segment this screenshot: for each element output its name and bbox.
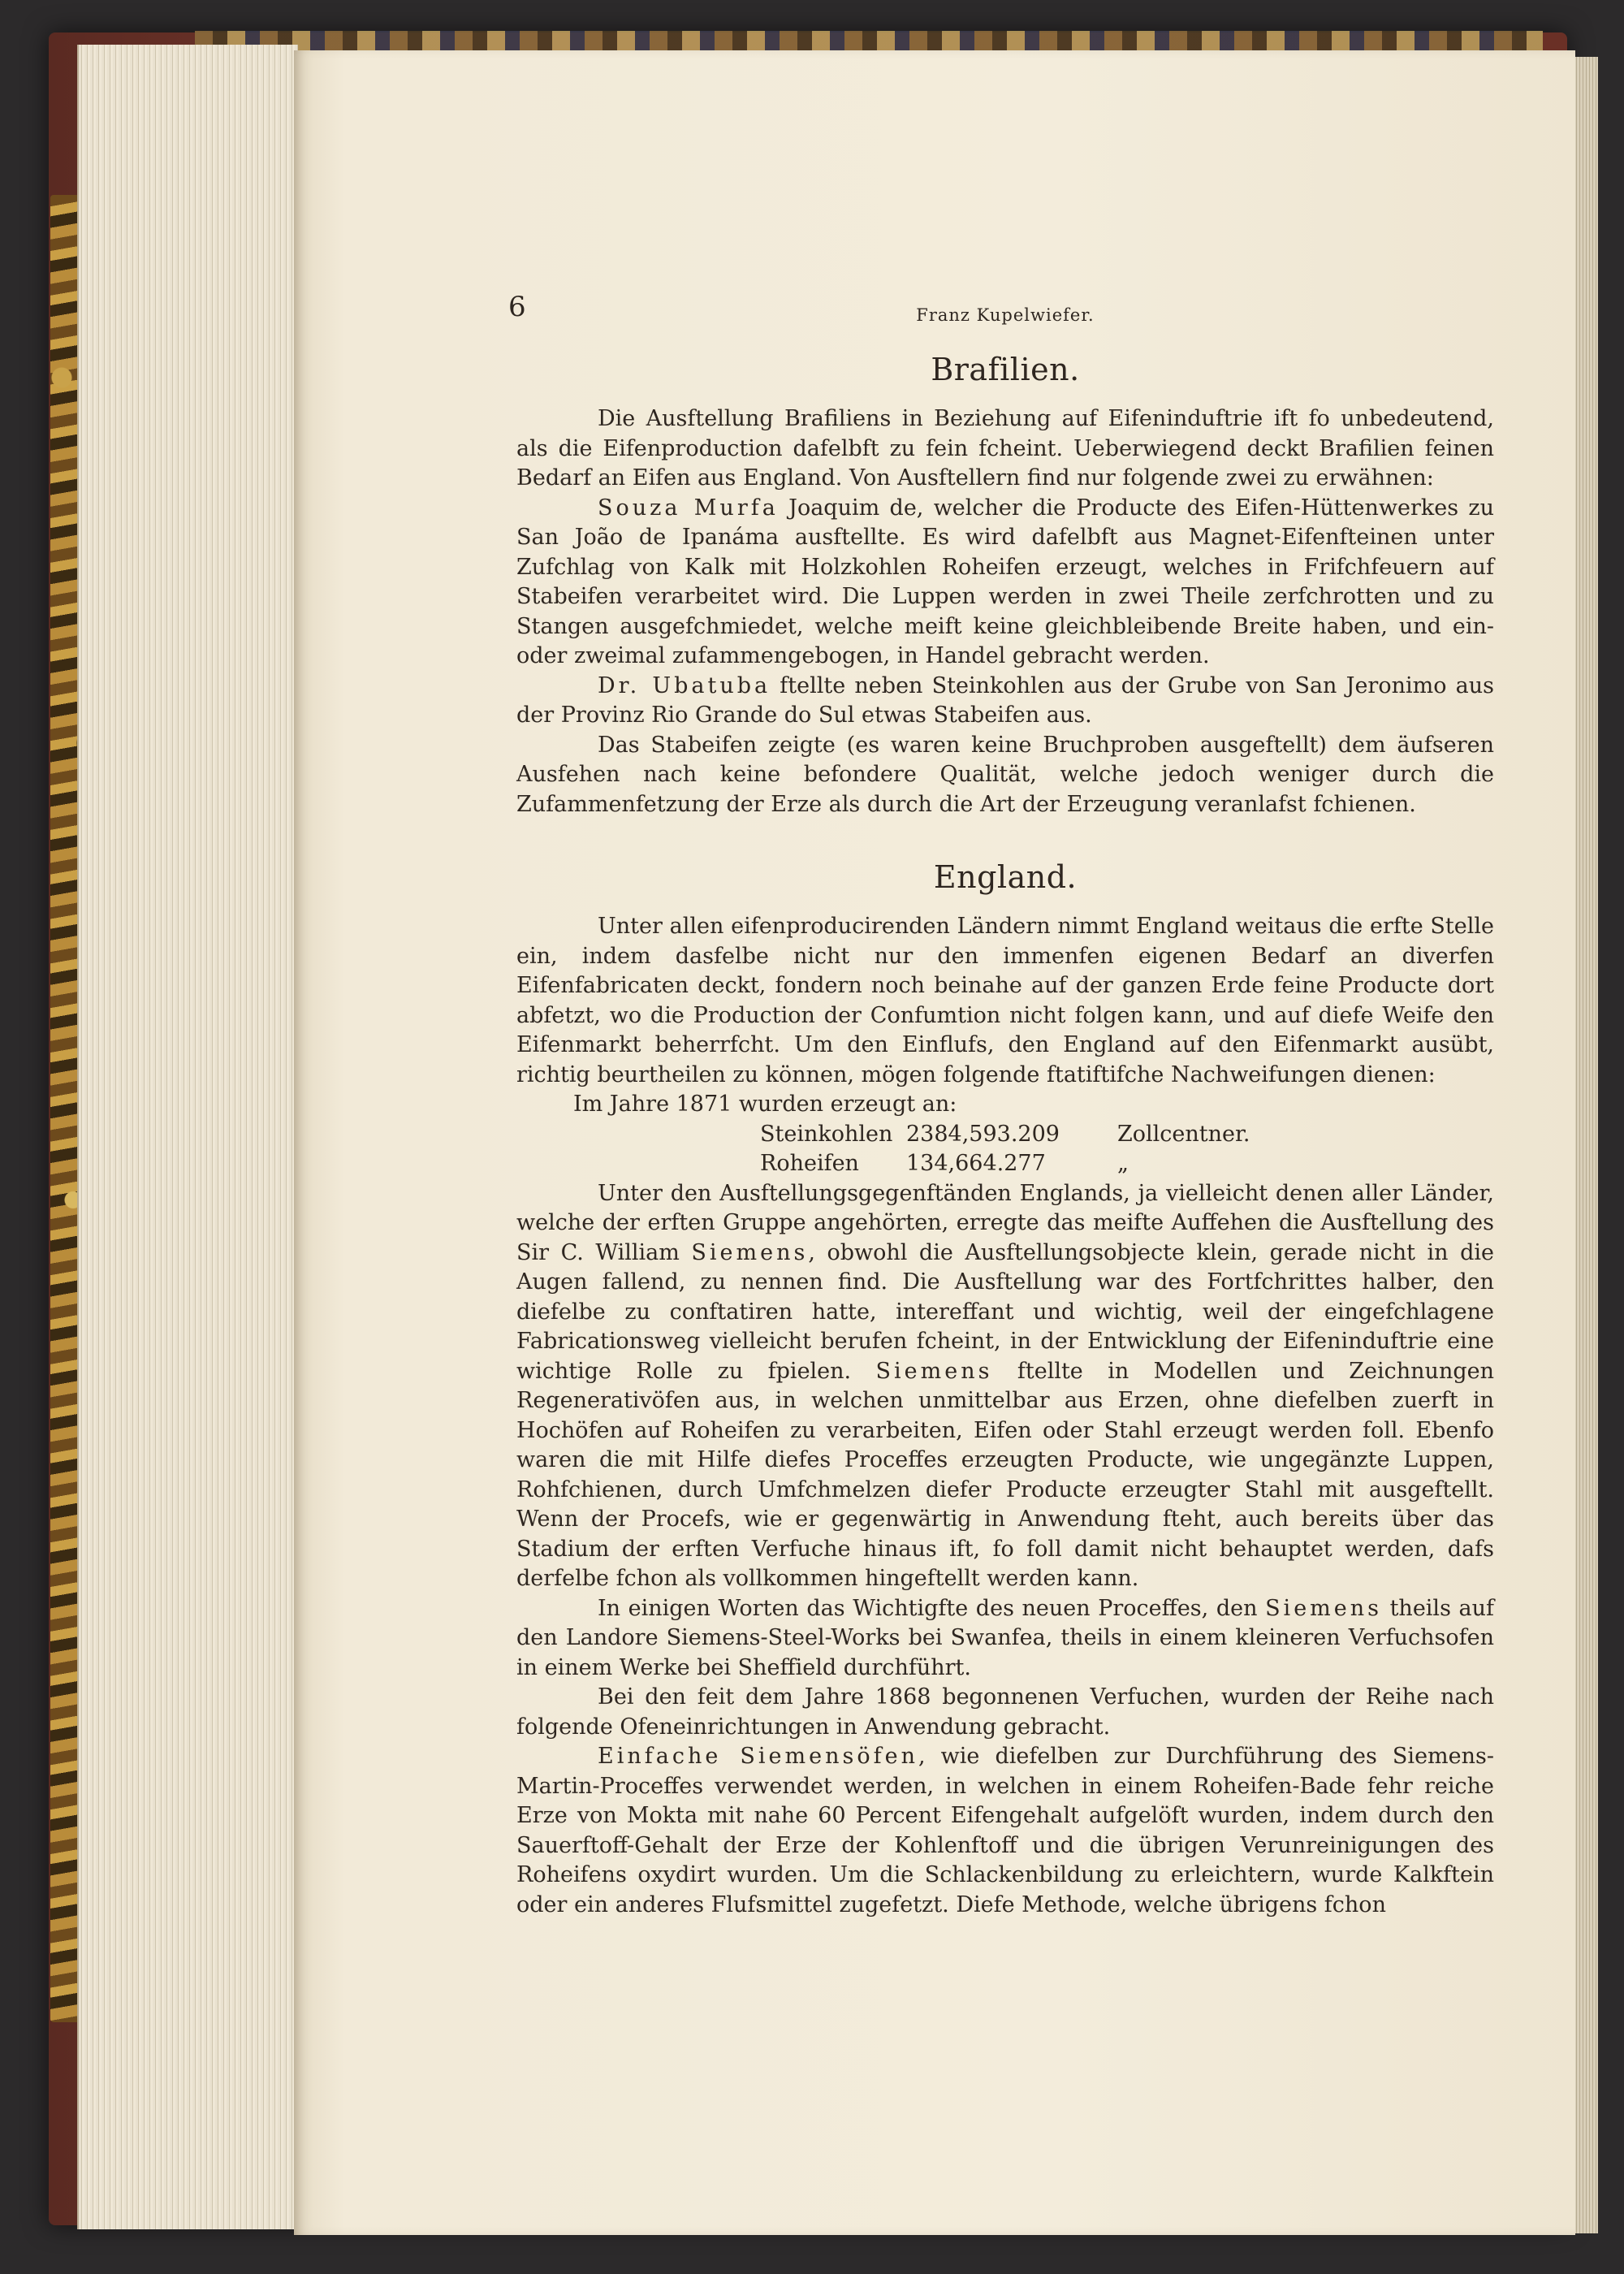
paragraph: Unter allen eifenproducirenden Ländern nimmt England weitaus die erfte Stelle ein, indem dasfelbe nicht nur den immenfen eigenen Bedarf an diverfen Eifenfabricaten deckt, fondern noch beinahe auf der ganzen Erde feine Producte dort abfetzt, wo die Production der Confumtion nicht folgen kann, und auf diefe Weife den Eifenmarkt beherrfcht. Um den Einflufs, den England auf den Eifenmarkt ausübt, richtig beurtheilen zu können, mögen folgende ftatiftifche Nachweifungen dienen: bbox=[516, 914, 1494, 1087]
paragraph bbox=[516, 731, 1494, 820]
right-page-edges bbox=[1574, 57, 1598, 2233]
paragraph bbox=[516, 404, 1494, 494]
production-value: 134,664.277 bbox=[906, 1151, 1046, 1176]
heading-england: England. bbox=[933, 859, 1078, 895]
paragraph bbox=[516, 1179, 1494, 1594]
exhibitor-name: Dr. Ubatuba bbox=[598, 672, 771, 698]
paragraph bbox=[516, 1742, 1494, 1920]
paragraph-text: theils auf den Landore Siemens-Steel-Works bei Swanfea, theils in einem kleineren Verfuchsofen in einem Werke bei Sheffield durchführt. bbox=[516, 1595, 1494, 1680]
paragraph-text: ftellte in Modellen und Zeichnungen Regenerativöfen aus, in welchen unmittelbar aus Erzen, ohne diefelben zuerft in Hochöfen auf Roheifen zu verarbeiten, Eifen oder Stahl erzeugt werden foll. Ebenfo waren die mit Hilfe diefes Proceffes erzeugten Producte, wie ungegänzte Luppen, Rohfchienen, durch Umfchmelzen diefer Producte erzeugter Stahl mit ausgeftellt. Wenn der Procefs, wie er gegenwärtig in Anwendung fteht, auch bereits über das Stadium der erften Verfuche hinaus ift, fo foll damit nicht behauptet werden, dafs derfelbe fchon als vollkommen hingeftellt werden kann. bbox=[516, 1358, 1494, 1591]
paragraph bbox=[516, 672, 1494, 731]
paragraph-text: Das Stabeifen zeigte (es waren keine Bruchproben ausgeftellt) dem äufseren Ausfehen nach keine befondere Qualität, welche jedoch weniger durch die Zufammenfetzung der Erze als durch die Art der Erzeugung veranlafst fchienen. bbox=[516, 732, 1494, 817]
paragraph bbox=[516, 494, 1494, 672]
production-item: Steinkohlen bbox=[760, 1121, 893, 1147]
production-row bbox=[760, 1149, 1250, 1179]
exhibitor-name: Souza Murfa bbox=[598, 495, 779, 521]
production-row bbox=[760, 1120, 1250, 1150]
production-item: Roheifen bbox=[760, 1151, 859, 1176]
paragraph: Bei den feit dem Jahre 1868 begonnenen Verfuchen, wurden der Reihe nach folgende Ofeneinrichtungen in Anwendung gebracht. bbox=[516, 1684, 1494, 1740]
production-unit: „ bbox=[1117, 1151, 1129, 1176]
production-unit: Zollcentner. bbox=[1117, 1121, 1250, 1147]
running-title: Franz Kupelwiefer. bbox=[916, 305, 1095, 325]
person-name: Siemens bbox=[1265, 1595, 1382, 1621]
page-text-block bbox=[508, 291, 1494, 1920]
page-number: 6 bbox=[508, 291, 526, 323]
page-stack bbox=[77, 45, 298, 2229]
paragraph-text: Unter den Ausftellungsgegenftänden Englands, ja vielleicht denen aller Länder, welche der erften Gruppe angehörten, erregte das meifte Auffehen die Ausftellung des Sir C. William bbox=[516, 1180, 1494, 1265]
furnace-type: Einfache Siemensöfen bbox=[598, 1744, 918, 1769]
person-name: Siemens bbox=[875, 1358, 993, 1384]
production-table bbox=[760, 1120, 1250, 1179]
paragraph-text: ftellte neben Steinkohlen aus der Grube von San Jeronimo aus der Provinz Rio Grande do Sul etwas Stabeifen aus. bbox=[516, 672, 1494, 728]
paragraph bbox=[516, 1594, 1494, 1684]
paragraph-text: , obwohl die Ausftellungsobjecte klein, gerade nicht in die Augen fallend, zu nennen find. Die Ausftellung war des Fortfchrittes halber, den diefelbe zu conftatiren hatte, intereffant und wichtig, weil der eingefchlagene Fabricationsweg vielleicht berufen fcheint, in der Entwicklung der Eifeninduftrie eine wichtige Rolle zu fpielen. bbox=[516, 1239, 1494, 1384]
person-name: Siemens bbox=[691, 1239, 809, 1265]
running-head bbox=[508, 291, 1494, 333]
paragraph-text: Die Ausftellung Brafiliens in Beziehung auf Eifeninduftrie ift fo unbedeutend, als die Eifenproduction dafelbft zu fein fcheint. Ueberwiegend deckt Brafilien feinen Bedarf an Eifen aus England. Von Ausftellern find nur folgende zwei zu erwähnen: bbox=[516, 406, 1494, 491]
paragraph-text: Joaquim de, welcher die Producte des Eifen-Hüttenwerkes zu San João de Ipanáma ausftellte. Es wird dafelbft aus Magnet-Eifenfteinen unter Zufchlag von Kalk mit Holzkohlen Roheifen erzeugt, welches in Frifchfeuern auf Stabeifen verarbeitet wird. Die Luppen werden in zwei Theile zerfchrotten und zu Stangen ausgefchmiedet, welche meift keine gleichbleibende Breite haben, und ein- oder zweimal zufammengebogen, in Handel gebracht werden. bbox=[516, 495, 1494, 668]
heading-brazil: Brafilien. bbox=[931, 352, 1080, 387]
production-intro: Im Jahre 1871 wurden erzeugt an: bbox=[573, 1092, 957, 1117]
paragraph-text: In einigen Worten das Wichtigfte des neuen Proceffes, den bbox=[598, 1595, 1266, 1621]
paragraph-text: , wie diefelben zur Durchführung des Siemens-Martin-Proceffes verwendet werden, in welchen in einem Roheifen-Bade fehr reiche Erze von Mokta mit nahe 60 Percent Eifengehalt aufgelöft wurden, indem durch den Sauerftoff-Gehalt der Erze der Kohlenftoff und die übrigen Verunreinigungen des Roheifens oxydirt wurden. Um die Schlackenbildung zu erleichtern, wurde Kalkftein oder ein anderes Flufsmittel zugefetzt. Diefe Methode, welche übrigens fchon bbox=[516, 1744, 1494, 1917]
production-value: 2384,593.209 bbox=[906, 1121, 1060, 1147]
